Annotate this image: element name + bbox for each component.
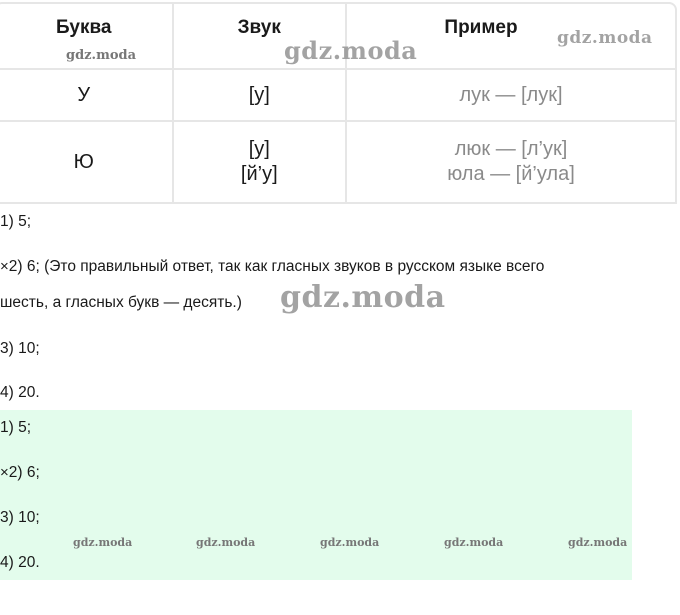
watermark: gdz.moda xyxy=(284,36,418,65)
header-letter: Буква xyxy=(0,4,174,70)
answer-text: 1) 5; xyxy=(0,419,32,436)
watermark: gdz.moda xyxy=(66,48,137,63)
sound-cell: [у] xyxy=(174,70,347,122)
option-item xyxy=(0,213,31,231)
table-row xyxy=(0,70,675,122)
watermark: gdz.moda xyxy=(73,536,133,549)
watermark: gdz.moda xyxy=(320,536,380,549)
watermark: gdz.moda xyxy=(280,280,446,315)
example-line: люк — [л’ук] xyxy=(454,138,568,160)
sound-cell xyxy=(174,122,347,204)
cross-mark-icon: × xyxy=(0,258,9,275)
cross-mark-icon: × xyxy=(0,464,9,481)
header-example: Пример xyxy=(347,4,675,70)
sound-line: [у] xyxy=(248,138,270,160)
answer-item xyxy=(0,464,40,482)
vowel-table-container xyxy=(0,0,680,204)
answer-item xyxy=(0,509,40,527)
watermark: gdz.moda xyxy=(557,28,653,48)
option-text: 1) 5; xyxy=(0,213,32,230)
example-cell: лук — [лук] xyxy=(347,70,675,122)
header-sound: Звук xyxy=(174,4,347,70)
example-line: юла — [й’ула] xyxy=(447,163,575,185)
letter-cell: Ю xyxy=(0,122,174,204)
answer-text: 2) 6; xyxy=(8,464,40,481)
sound-line: [й’у] xyxy=(240,163,278,185)
watermark: gdz.moda xyxy=(444,536,504,549)
answer-text: 4) 20. xyxy=(0,554,40,571)
answer-text: 3) 10; xyxy=(0,509,40,526)
watermark: gdz.moda xyxy=(568,536,628,549)
table-row xyxy=(0,122,675,204)
answer-box xyxy=(0,410,632,580)
watermark: gdz.moda xyxy=(196,536,256,549)
option-text: шесть, а гласных букв — десять.) xyxy=(0,294,242,311)
option-item xyxy=(0,340,40,358)
option-text: 3) 10; xyxy=(0,340,40,357)
option-item xyxy=(0,258,544,276)
answer-item xyxy=(0,419,31,437)
option-item-continued xyxy=(0,294,242,312)
option-text: 4) 20. xyxy=(0,384,40,401)
option-text: 2) 6; (Это правильный ответ, так как гласных звуков в русском языке всего xyxy=(8,258,545,275)
option-item xyxy=(0,384,40,402)
letter-cell: У xyxy=(0,70,174,122)
answer-item xyxy=(0,554,40,572)
example-cell xyxy=(347,122,675,204)
